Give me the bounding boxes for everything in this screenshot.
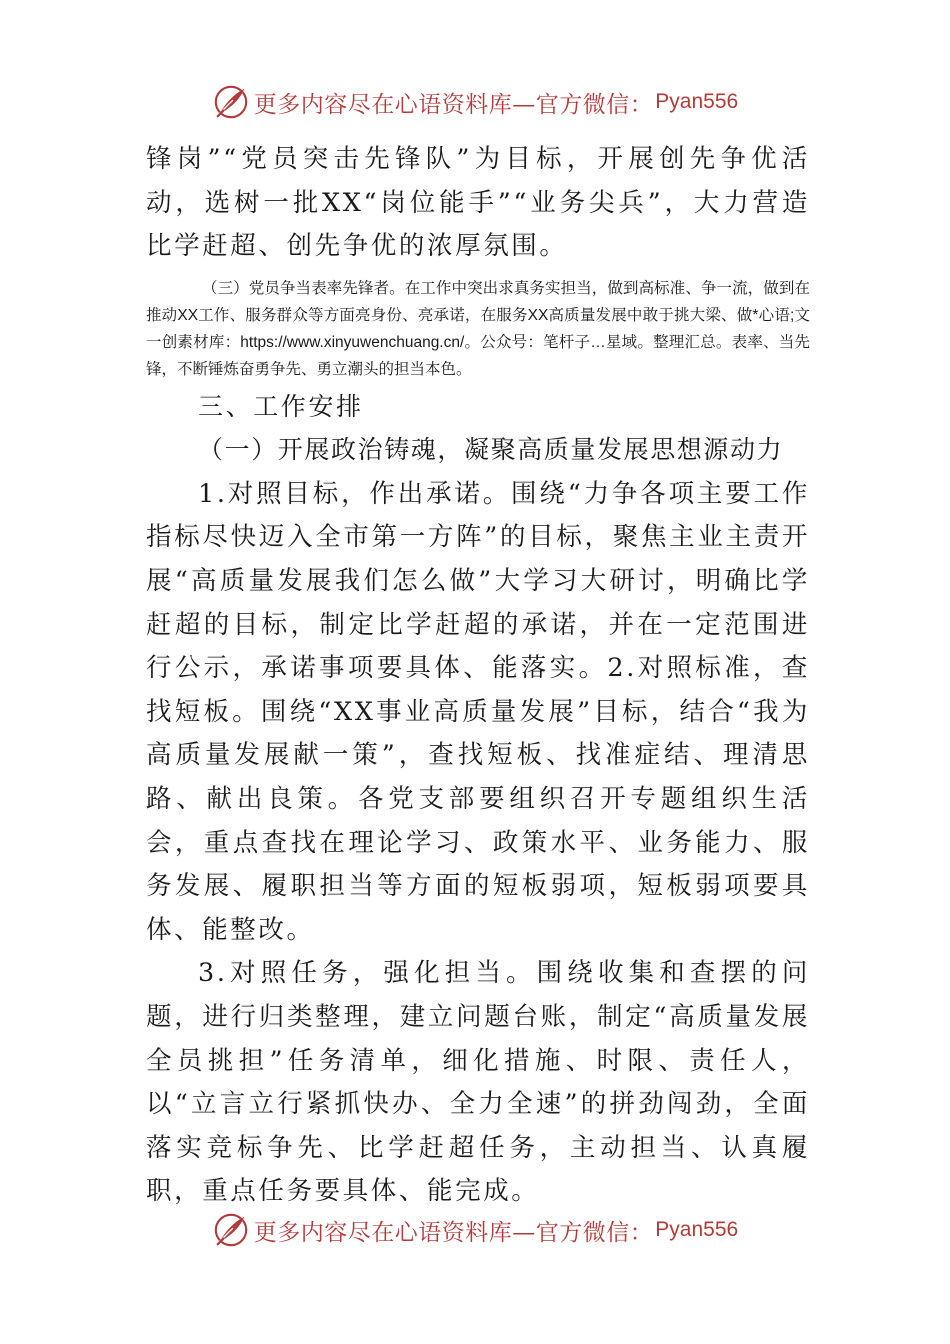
paragraph-1: 锋岗”“党员突击先锋队”为目标，开展创先争优活动，选树一批XX“岗位能手”“业务尖兵”，大力营造比学赶超、创先争优的浓厚氛围。 [146,144,810,262]
paragraph-2 [146,275,810,383]
header-watermark-banner [0,78,950,126]
footer-watermark-banner [0,1206,950,1254]
section-heading-3: 三、工作安排 [198,391,364,421]
banner-wechat-id: Pyan556 [655,90,739,113]
banner-text: 更多内容尽在心语资料库—官方微信： [253,91,654,118]
banner-wechat-id: Pyan556 [655,1218,739,1241]
feather-pen-logo-icon [212,83,250,121]
subsection-heading-1: （一）开展政治铸魂，凝聚高质量发展思想源动力 [198,434,784,464]
feather-pen-logo-icon [212,1211,250,1249]
document-body [146,138,810,1214]
paragraph-3: 1.对照目标，作出承诺。围绕“力争各项主要工作指标尽快迈入全市第一方阵”的目标，聚焦主业主责开展“高质量发展我们怎么做”大学习大研讨，明确比学赶超的目标，制定比学赶超的承诺，并在一定范围进行公示，承诺事项要具体、能落实。2.对照标准，查找短板。围绕“XX事业高质量发展”目标，结合“我为高质量发展献一策”，查找短板、找准症结、理清思路、献出良策。各党支部要组织召开专题组织生活会，重点查找在理论学习、政策水平、业务能力、服务发展、履职担当等方面的短板弱项，短板弱项要具体、能整改。 [146,478,810,945]
paragraph-4: 3.对照任务，强化担当。围绕收集和查摆的问题，进行归类整理，建立问题台账，制定“高质量发展全员挑担”任务清单，细化措施、时限、责任人，以“立言立行紧抓快办、全力全速”的拼劲闯劲，全面落实竞标争先、比学赶超任务，主动担当、认真履职，重点任务要具体、能完成。 [146,958,810,1207]
paragraph-2-lead: （三）党员争当表率先锋者。 [202,279,405,297]
banner-text: 更多内容尽在心语资料库—官方微信： [253,1219,654,1246]
paragraph-2-text: 在工作中突出求真务实担当，做到高标准、争一流，做到在推动XX工作、服务群众等方面亮身份、亮承诺，在服务XX高质量发展中敢于挑大梁、做*心语;文一创素材库：https://www.xinyuwenchuang.cn/。公众号：笔杆子…星域。整理汇总。表率、当先锋，不断锤炼奋勇争先、勇立潮头的担当本色。 [146,279,810,378]
